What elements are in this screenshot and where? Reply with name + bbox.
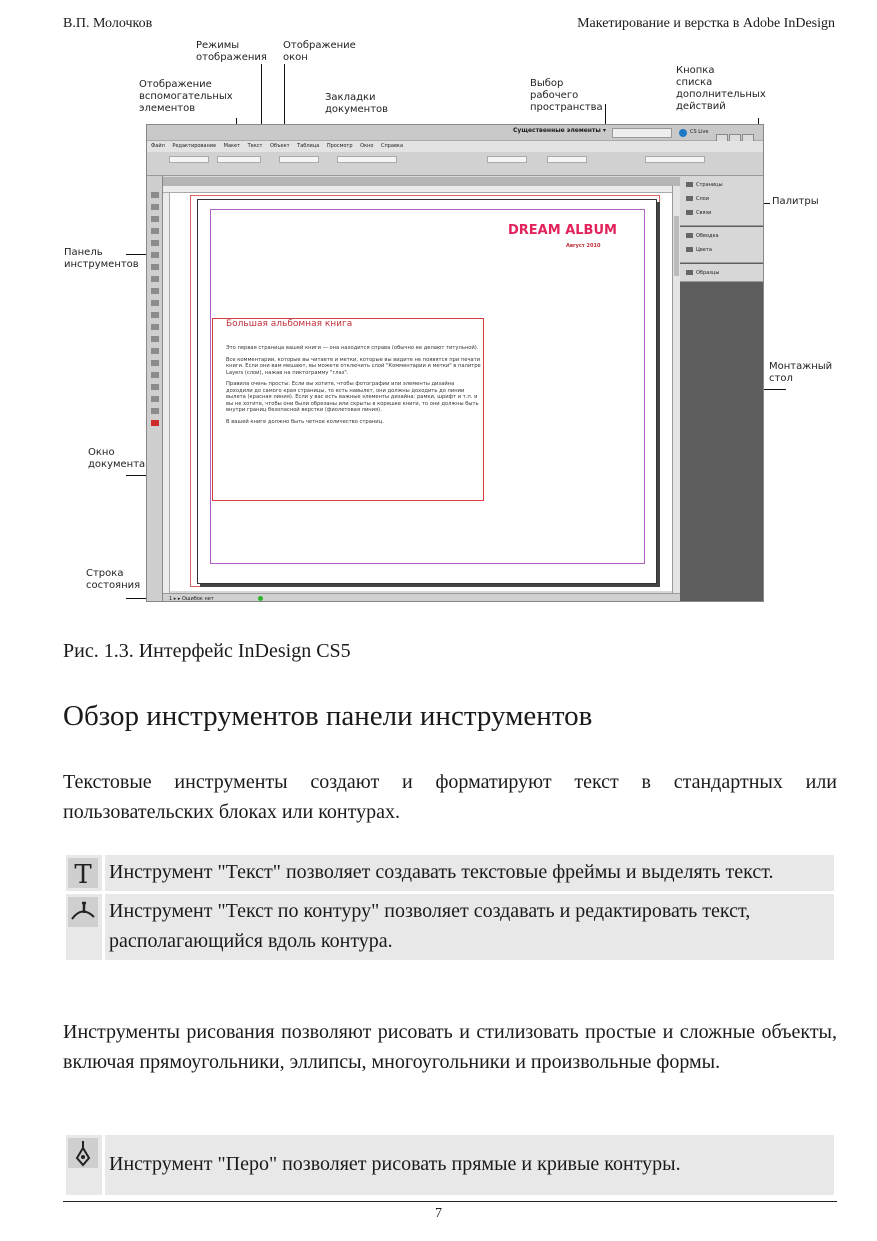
- footer-rule: [63, 1201, 837, 1202]
- indesign-interface-figure: [50, 36, 840, 606]
- callout-display-modes: Режимы отображения: [196, 40, 267, 63]
- vertical-ruler: [163, 193, 170, 593]
- header-book-title: Макетирование и верстка в Adobe InDesign: [577, 16, 835, 31]
- preflight-ok-icon: [258, 596, 263, 601]
- section-title: Обзор инструментов панели инструментов: [63, 700, 593, 732]
- callout-aux-elements: Отображение вспомогательных элементов: [139, 79, 233, 114]
- table-row: [66, 855, 834, 891]
- tools-panel: [147, 176, 163, 602]
- page-number: 7: [435, 1206, 442, 1221]
- workspace-switcher[interactable]: Существенные элементы ▾: [513, 127, 606, 134]
- figure-caption: Рис. 1.3. Интерфейс InDesign CS5: [63, 640, 351, 662]
- panel-item[interactable]: Образцы: [686, 270, 719, 276]
- paragraph-text-tools: Текстовые инструменты создают и форматируют текст в стандартных или пользовательских блоках или контурах.: [63, 771, 837, 823]
- indesign-window: [146, 124, 764, 602]
- tool-description: Инструмент "Текст" позволяет создавать текстовые фреймы и выделять текст.: [105, 855, 834, 891]
- pen-tool-icon: [68, 1138, 98, 1168]
- cs-live-icon[interactable]: [679, 129, 687, 137]
- tool-description: Инструмент "Текст по контуру" позволяет создавать и редактировать текст, располагающийся вдоль контура.: [105, 894, 834, 960]
- callout-tools-panel: Панель инструментов: [64, 247, 139, 270]
- leader-line: [261, 64, 262, 132]
- type-tool-icon: [68, 858, 98, 888]
- svg-text:T: T: [74, 860, 92, 888]
- header-author: В.П. Молочков: [63, 16, 153, 31]
- status-text: 1 ▸ ▸ Ошибок нет: [169, 596, 214, 602]
- leader-line: [284, 64, 285, 132]
- tool-icon-cell: [66, 894, 102, 960]
- control-panel: [147, 152, 763, 176]
- drawing-tools-table: [63, 1132, 837, 1198]
- panel-item[interactable]: Связи: [686, 210, 711, 216]
- vertical-scrollbar[interactable]: [672, 186, 680, 593]
- horizontal-ruler: [163, 186, 673, 193]
- running-header: [63, 16, 835, 36]
- status-bar: [163, 593, 680, 602]
- table-row: [66, 1135, 834, 1195]
- callout-more-actions: Кнопка списка дополнительных действий: [676, 65, 766, 112]
- panel-item[interactable]: Цвета: [686, 247, 712, 253]
- callout-doc-tabs: Закладки документов: [325, 92, 389, 115]
- panel-dock: [680, 176, 764, 602]
- callout-palettes: Палитры: [772, 196, 819, 207]
- album-subtitle: Август 2010: [566, 243, 601, 249]
- tool-icon-cell: [66, 855, 102, 891]
- application-bar: [147, 125, 763, 141]
- panel-item[interactable]: Слои: [686, 196, 709, 202]
- tool-description: Инструмент "Перо" позволяет рисовать прямые и кривые контуры.: [105, 1135, 834, 1195]
- paragraph-drawing-tools: Инструменты рисования позволяют рисовать и стилизовать простые и сложные объекты, включая прямоугольники, эллипсы, многоугольники и произвольные формы.: [63, 1021, 837, 1073]
- window-controls: [715, 128, 759, 138]
- search-field[interactable]: [612, 128, 672, 138]
- cs-live-label: CS Live: [690, 129, 709, 135]
- frame-title: Большая альбомная книга: [226, 319, 353, 329]
- callout-workspace: Выбор рабочего пространства: [530, 78, 603, 113]
- callout-pasteboard: Монтажный стол: [769, 361, 833, 384]
- panel-item[interactable]: Страницы: [686, 182, 723, 188]
- album-title: DREAM ALBUM: [508, 223, 617, 238]
- tool-icon-cell: [66, 1135, 102, 1195]
- table-row: [66, 894, 834, 960]
- pasteboard: [170, 193, 672, 591]
- document-tabs: [163, 177, 763, 186]
- text-tools-table: [63, 852, 837, 963]
- frame-body: Это первая страница вашей книги — она находится справа (обычно ее делают титульной). Все комментарии, которые вы читаете и метки, которые вы видите не появятся при печати книги. Если они вам мешают, вы можете отключить слой "Комментарии и метки" в палитре Layers (слои), нажав на пиктограмму "глаз". Правила очень просты: Если вы хотите, чтобы фотографии или элементы дизайна доходили до самого края страницы, то есть навылет, они должны доходить до линии вылета (красная линия). Если у вас есть важные элементы дизайна: рамки, шрифт и т.п. и вы не хотите, чтобы они были обрезаны или скрыты в корешке книги, то они должны быть внутри границ безопасной верстки (фиолетовая линия). В вашей книге должно быть четное количество страниц.: [226, 345, 481, 425]
- text-frame: [212, 318, 484, 501]
- callout-window-display: Отображение окон: [283, 40, 356, 63]
- callout-status-bar: Строка состояния: [86, 568, 141, 591]
- menu-bar[interactable]: Файл Редактирование Макет Текст Объект Таблица Просмотр Окно Справка: [147, 141, 763, 152]
- callout-doc-window: Окно документа: [88, 447, 146, 470]
- panel-item[interactable]: Обводка: [686, 233, 719, 239]
- type-on-path-tool-icon: [68, 897, 98, 927]
